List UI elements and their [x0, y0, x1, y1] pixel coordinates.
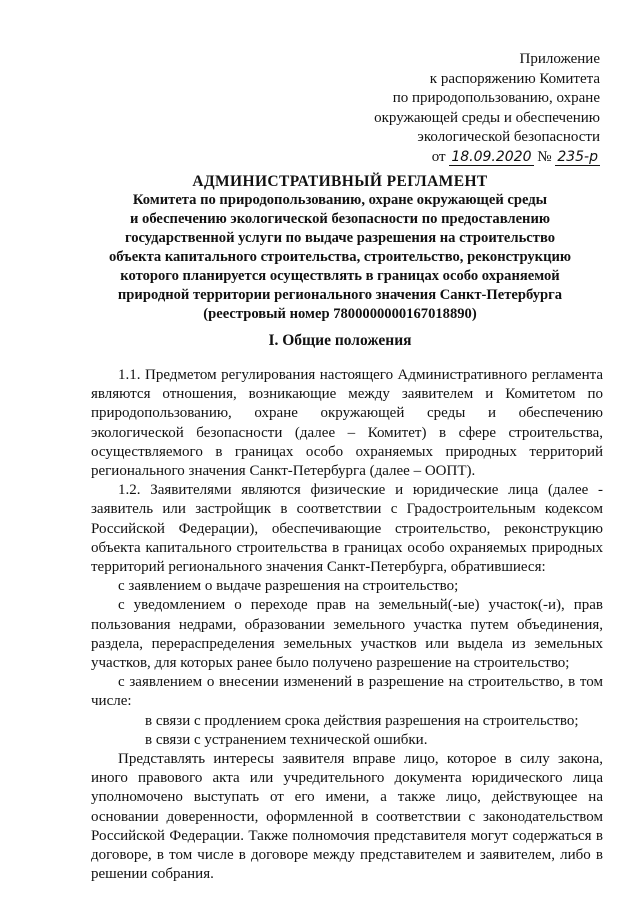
- title-heading: АДМИНИСТРАТИВНЫЙ РЕГЛАМЕНТ: [192, 173, 488, 190]
- appendix-line: экологической безопасности: [417, 129, 600, 145]
- appendix-line: Приложение: [519, 51, 600, 67]
- title-line: природной территории регионального значения Санкт-Петербурга: [117, 287, 563, 303]
- date-prefix: от: [431, 148, 446, 165]
- appendix-line: окружающей среды и обеспечению: [374, 109, 600, 126]
- appendix-line: по природопользованию, охране: [392, 90, 600, 106]
- title-line: которого планируется осуществлять в границах особо охраняемой: [120, 268, 560, 284]
- paragraph: 1.1. Предметом регулирования настоящего Административного регламента являются отношения, возникающие между заявителем и Комитетом по природопользованию, охране окружающей среды и обеспечению экологической безопасности (далее – Комитет) в сфере строительства, осуществляемого в границах особо охраняемых природных территорий регионального значения Санкт-Петербурга (далее – ООПТ).: [91, 367, 603, 480]
- appendix-block: [300, 50, 600, 167]
- title-line: Комитета по природопользованию, охране окружающей среды: [132, 192, 548, 208]
- handwritten-date: 18.09.2020: [451, 148, 532, 165]
- paragraph: Представлять интересы заявителя вправе лицо, которое в силу закона, иного правового акта или учредительного документа юридического лица уполномочено выступать от его имени, а также лицо, действующее на основании доверенности, оформленной в соответствии с законодательством Российской Федерации. Также полномочия представителя могут содержаться в договоре, в том числе в договоре между представителем и заявителем, либо в решении собрания.: [91, 751, 603, 883]
- handwritten-number: 235-р: [557, 148, 598, 165]
- paragraph: 1.2. Заявителями являются физические и юридические лица (далее - заявитель или застройщик в соответствии с Градостроительным кодексом Российской Федерации), обеспечивающие строительство, реконструкцию объекта капитального строительства в границах особо охраняемых природных территорий регионального значения Санкт-Петербурга, обратившиеся:: [91, 482, 603, 576]
- paragraph: в связи с устранением технической ошибки.: [145, 731, 428, 748]
- title-line: и обеспечению экологической безопасности по предоставлению: [129, 211, 551, 227]
- paragraph: в связи с продлением срока действия разрешения на строительство;: [145, 712, 579, 729]
- appendix-line: к распоряжению Комитета: [429, 70, 600, 87]
- paragraph: с заявлением о внесении изменений в разрешение на строительство, в том числе:: [91, 674, 603, 710]
- number-prefix: №: [537, 148, 552, 165]
- section-title: I. Общие положения: [268, 332, 412, 349]
- document-body: [91, 366, 603, 884]
- appendix-date-line: [300, 148, 600, 168]
- paragraph: с заявлением о выдаче разрешения на строительство;: [118, 578, 459, 595]
- title-line: (реестровый номер 7800000000167018890): [203, 306, 477, 322]
- title-line: объекта капитального строительства, строительство, реконструкцию: [108, 249, 572, 265]
- document-title: [70, 172, 610, 324]
- paragraph: с уведомлением о переходе прав на земельный(-ые) участок(-и), прав пользования недрами, образовании земельного участка путем объединения, раздела, перераспределения земельных участков или выдела из земельных участков, для которых ранее было получено разрешение на строительство;: [91, 597, 603, 672]
- title-line: государственной услуги по выдаче разрешения на строительство: [124, 230, 556, 246]
